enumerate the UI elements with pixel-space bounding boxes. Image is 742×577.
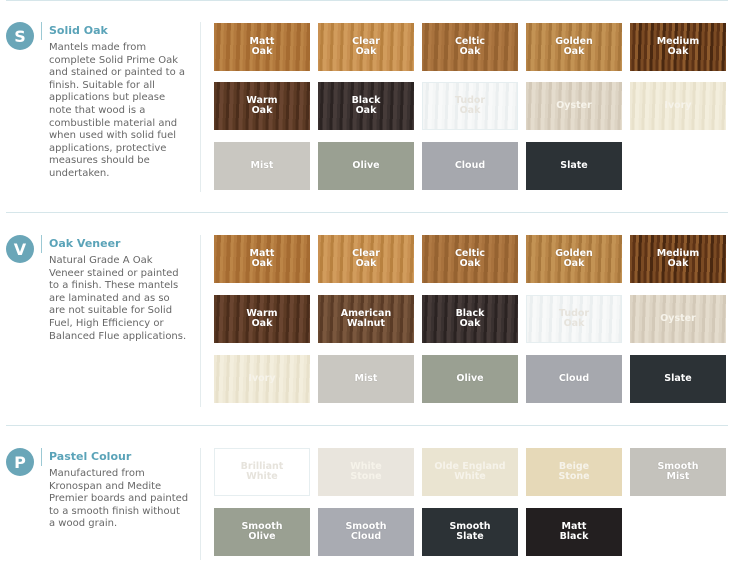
swatch-label: Cloud — [558, 372, 590, 384]
title-divider — [41, 22, 42, 40]
swatch-clear-oak[interactable] — [318, 235, 414, 283]
swatch-smooth-cloud[interactable] — [318, 508, 414, 556]
swatch-label: Ivory — [248, 372, 276, 384]
section-title: Oak Veneer — [49, 237, 121, 250]
swatch-label: Smooth Olive — [241, 520, 283, 542]
swatch-label: Oyster — [556, 99, 592, 111]
swatch-matt-oak[interactable] — [214, 23, 310, 71]
swatch-label: Celtic Oak — [454, 247, 486, 269]
swatch-medium-oak[interactable] — [630, 235, 726, 283]
swatch-golden-oak[interactable] — [526, 23, 622, 71]
swatch-medium-oak[interactable] — [630, 23, 726, 71]
column-divider — [200, 22, 201, 192]
swatch-american-walnut[interactable] — [318, 295, 414, 343]
swatch-label: Clear Oak — [352, 247, 380, 269]
swatch-matt-oak[interactable] — [214, 235, 310, 283]
section-description: Manufactured from Kronospan and Medite Premier boards and painted to a smooth finish without a wood grain. — [49, 468, 189, 530]
swatch-label: Tudor Oak — [454, 94, 486, 116]
swatch-beige-stone[interactable] — [526, 448, 622, 496]
swatch-label: Matt Oak — [249, 35, 275, 57]
section-rule — [6, 212, 728, 213]
swatch-label: Slate — [664, 372, 692, 384]
title-divider — [41, 448, 42, 466]
swatch-golden-oak[interactable] — [526, 235, 622, 283]
swatch-black-oak[interactable] — [422, 295, 518, 343]
swatch-smooth-olive[interactable] — [214, 508, 310, 556]
swatch-label: Celtic Oak — [454, 35, 486, 57]
swatch-label: Mist — [354, 372, 378, 384]
section-description: Mantels made from complete Solid Prime Oak and stained or painted to a finish. Suitable for all applications but please note that wood is a combustible material and when used with solid fuel applications, protective measures should be undertaken. — [49, 42, 185, 179]
swatch-label: Black Oak — [351, 94, 381, 116]
swatch-celtic-oak[interactable] — [422, 235, 518, 283]
swatch-label: Olive — [352, 159, 380, 171]
swatch-label: Beige Stone — [558, 460, 590, 482]
swatch-ivory[interactable] — [630, 82, 726, 130]
swatch-label: American Walnut — [340, 307, 392, 329]
swatch-label: Medium Oak — [656, 35, 700, 57]
swatch-cloud[interactable] — [422, 142, 518, 190]
section-badge: V — [6, 235, 34, 263]
section-badge: S — [6, 22, 34, 50]
swatch-celtic-oak[interactable] — [422, 23, 518, 71]
swatch-label: Black Oak — [455, 307, 485, 329]
swatch-tudor-oak[interactable] — [422, 82, 518, 130]
swatch-tudor-oak[interactable] — [526, 295, 622, 343]
swatch-olive[interactable] — [422, 355, 518, 403]
swatch-label: Smooth Cloud — [345, 520, 387, 542]
swatch-smooth-slate[interactable] — [422, 508, 518, 556]
section-title: Solid Oak — [49, 24, 108, 37]
swatch-slate[interactable] — [630, 355, 726, 403]
section-badge: P — [6, 448, 34, 476]
swatch-label: Olive — [456, 372, 484, 384]
swatch-label: Oyster — [660, 312, 696, 324]
title-divider — [41, 235, 42, 253]
swatch-brilliant-white[interactable] — [214, 448, 310, 496]
swatch-warm-oak[interactable] — [214, 295, 310, 343]
swatch-ivory[interactable] — [214, 355, 310, 403]
swatch-label: Matt Oak — [249, 247, 275, 269]
swatch-label: Brilliant White — [240, 460, 284, 482]
swatch-mist[interactable] — [214, 142, 310, 190]
swatch-mist[interactable] — [318, 355, 414, 403]
swatch-label: Mist — [250, 159, 274, 171]
swatch-label: Golden Oak — [555, 35, 593, 57]
swatch-oyster[interactable] — [526, 82, 622, 130]
top-rule — [6, 0, 728, 1]
swatch-label: Smooth Slate — [449, 520, 491, 542]
swatch-olive[interactable] — [318, 142, 414, 190]
swatch-label: Warm Oak — [246, 94, 278, 116]
swatch-label: Matt Black — [559, 520, 589, 542]
swatch-label: White Stone — [350, 460, 382, 482]
swatch-smooth-mist[interactable] — [630, 448, 726, 496]
swatch-slate[interactable] — [526, 142, 622, 190]
swatch-label: Tudor Oak — [558, 307, 590, 329]
swatch-black-oak[interactable] — [318, 82, 414, 130]
column-divider — [200, 235, 201, 407]
section-title: Pastel Colour — [49, 450, 132, 463]
swatch-olde-england-white[interactable] — [422, 448, 518, 496]
swatch-label: Smooth Mist — [657, 460, 699, 482]
swatch-label: Golden Oak — [555, 247, 593, 269]
section-description: Natural Grade A Oak Veneer stained or painted to a finish. These mantels are laminated and as so are not suitable for Solid Fuel, High Efficiency or Balanced Flue applications. — [49, 255, 187, 342]
swatch-label: Ivory — [664, 99, 692, 111]
swatch-label: Cloud — [454, 159, 486, 171]
swatch-label: Slate — [560, 159, 588, 171]
swatch-matt-black[interactable] — [526, 508, 622, 556]
swatch-white-stone[interactable] — [318, 448, 414, 496]
column-divider — [200, 448, 201, 560]
swatch-label: Warm Oak — [246, 307, 278, 329]
swatch-warm-oak[interactable] — [214, 82, 310, 130]
swatch-label: Olde England White — [434, 460, 506, 482]
swatch-label: Medium Oak — [656, 247, 700, 269]
swatch-oyster[interactable] — [630, 295, 726, 343]
swatch-label: Clear Oak — [352, 35, 380, 57]
swatch-cloud[interactable] — [526, 355, 622, 403]
section-rule — [6, 425, 728, 426]
swatch-clear-oak[interactable] — [318, 23, 414, 71]
